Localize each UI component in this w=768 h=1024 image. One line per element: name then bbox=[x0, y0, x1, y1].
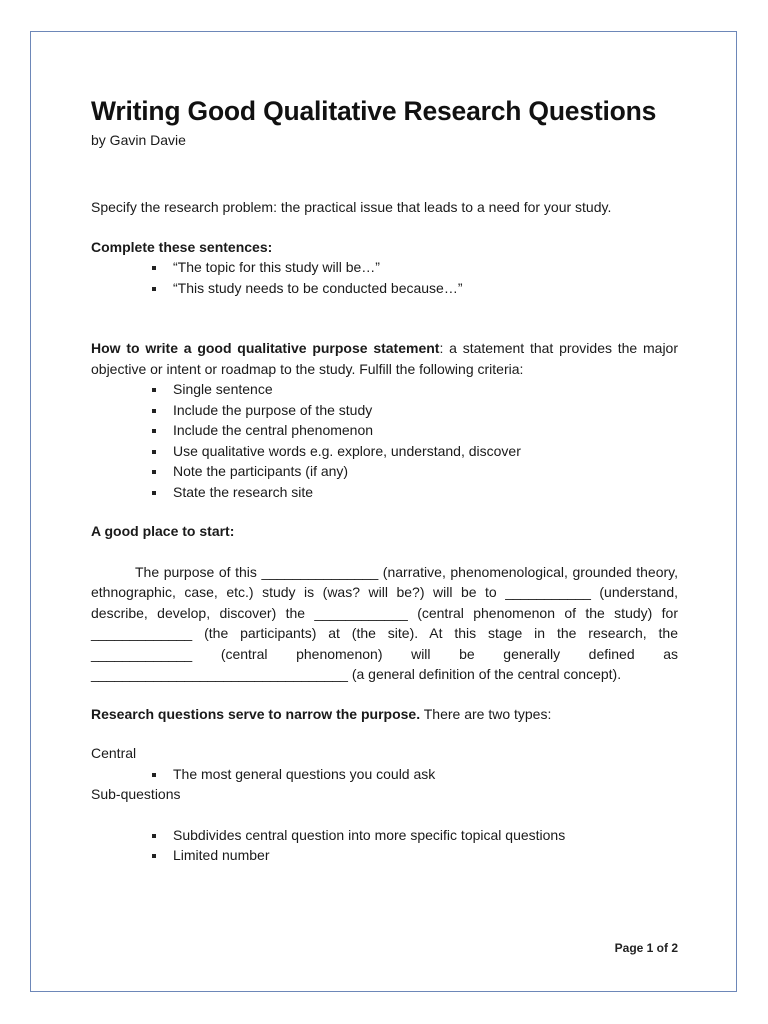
start-heading-text: A good place to start: bbox=[91, 523, 235, 539]
author-byline: by Gavin Davie bbox=[91, 132, 186, 148]
list-item: Note the participants (if any) bbox=[150, 461, 678, 482]
complete-heading bbox=[91, 237, 678, 258]
spacer bbox=[91, 805, 678, 825]
list-item: Single sentence bbox=[150, 379, 678, 400]
rq-heading: Research questions serve to narrow the purpose. bbox=[91, 705, 421, 722]
list-item: “This study needs to be conducted because…” bbox=[150, 278, 678, 299]
purpose-text: : a statement that provides the major objective or intent or roadmap to the study. Fulfill the following criteria: bbox=[91, 340, 679, 377]
rq-text: There are two types: bbox=[420, 705, 552, 722]
purpose-heading: How to write a good qualitative purpose statement bbox=[91, 340, 440, 356]
list-item: Subdivides central question into more specific topical questions bbox=[150, 825, 678, 846]
template-paragraph: The purpose of this _______________ (narrative, phenomenological, grounded theory, ethnographic, case, etc.) study is (was? will be?) will be to ___________ (understand, describe, develop, discover) the ____________ (central phenomenon of the study) for _____________ (the participants) at (the site). At this stage in the research, the _____________ (central phenomenon) will be generally defined as _________________________________ (a general definition of the central concept). bbox=[91, 563, 678, 682]
list-item: State the research site bbox=[150, 482, 678, 503]
sub-questions-list bbox=[91, 825, 678, 866]
complete-list bbox=[91, 257, 678, 298]
start-heading bbox=[91, 521, 678, 542]
complete-heading-text: Complete these sentences: bbox=[91, 238, 273, 255]
intro-paragraph: Specify the research problem: the practical issue that leads to a need for your study. bbox=[91, 199, 612, 215]
document-body bbox=[91, 93, 678, 866]
list-item: Limited number bbox=[150, 845, 678, 866]
purpose-paragraph bbox=[91, 338, 678, 379]
rq-paragraph bbox=[91, 704, 678, 725]
document-title: Writing Good Qualitative Research Questions bbox=[91, 96, 657, 126]
page-indicator: Page 1 of 2 bbox=[614, 941, 678, 955]
list-item: Use qualitative words e.g. explore, understand, discover bbox=[150, 441, 678, 462]
list-item: Include the purpose of the study bbox=[150, 400, 678, 421]
list-item: Include the central phenomenon bbox=[150, 420, 678, 441]
central-list bbox=[91, 764, 678, 785]
central-label: Central bbox=[91, 745, 137, 761]
criteria-list bbox=[91, 379, 678, 502]
list-item: The most general questions you could ask bbox=[150, 764, 678, 785]
list-item: “The topic for this study will be…” bbox=[150, 257, 678, 278]
sub-questions-label: Sub-questions bbox=[91, 786, 181, 802]
